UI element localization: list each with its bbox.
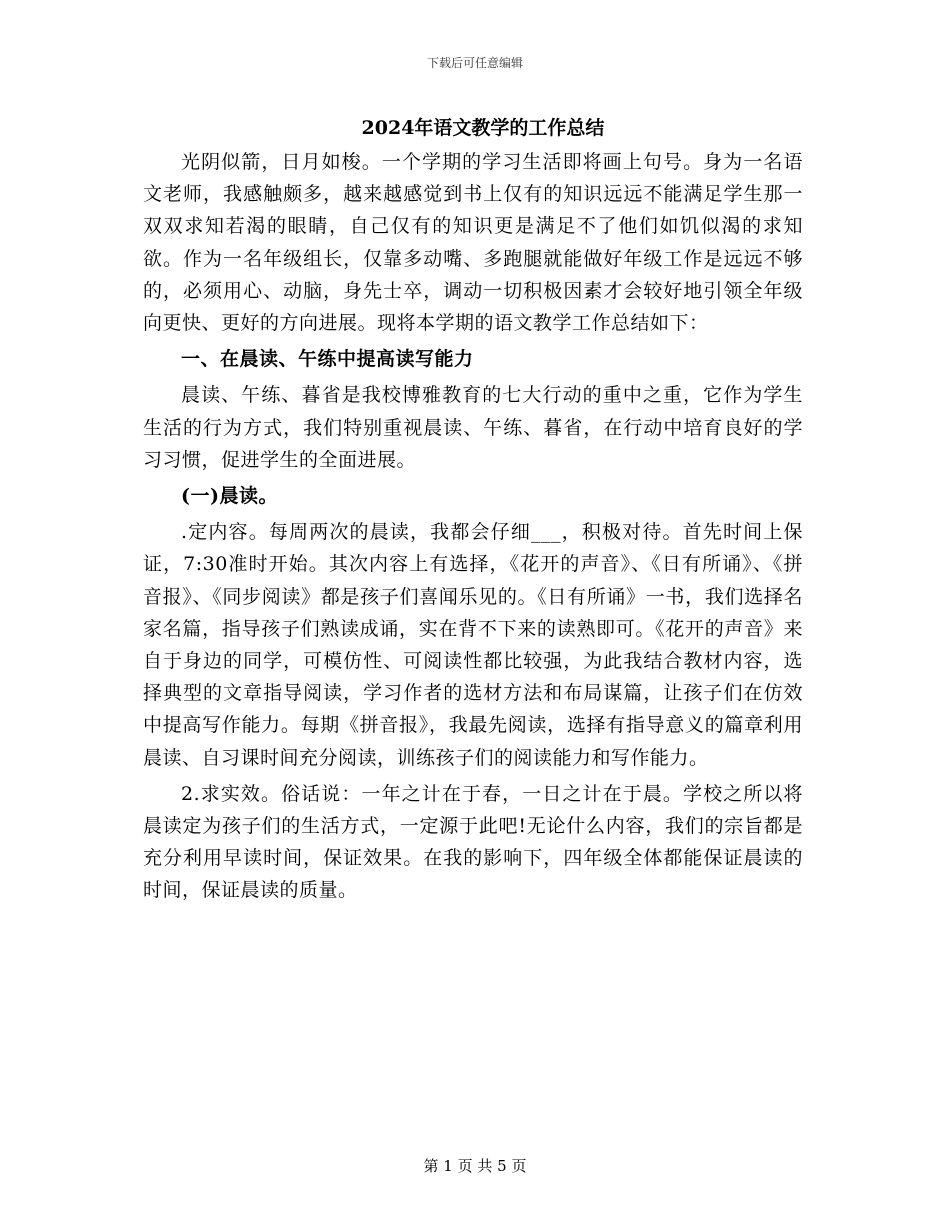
subsection-heading-1: (一)晨读。	[181, 485, 278, 508]
section-heading-1: 一、在晨读、午练中提高读写能力	[181, 348, 474, 371]
subsection-1-paragraph-2: 2.求实效。俗话说：一年之计在于春，一日之计在于晨。学校之所以将晨读定为孩子们的生活方式，一定源于此吧!无论什么内容，我们的宗旨都是充分利用早读时间，保证效果。在我的影响下，四年级全体都能保证晨读的时间，保证晨读的质量。	[143, 782, 803, 902]
section-1-paragraph: 晨读、午练、暮省是我校博雅教育的七大行动的重中之重，它作为学生生活的行为方式，我们特别重视晨读、午练、暮省，在行动中培育良好的学习习惯，促进学生的全面进展。	[143, 384, 803, 471]
header-note: 下载后可任意编辑	[426, 56, 523, 70]
subsection-1-paragraph-1: .定内容。每周两次的晨读，我都会仔细___，积极对待。首先时间上保证，7:30准时开始。其次内容上有选择，《花开的声音》、《日有所诵》、《拼音报》、《同步阅读》都是孩子们喜闻乐见的。《日有所诵》一书，我们选择名家名篇，指导孩子们熟读成诵，实在背不下来的读熟即可。《花开的声音》来自于身边的同学，可模仿性、可阅读性都比较强，为此我结合教材内容，选择典型的文章指导阅读，学习作者的选材方法和布局谋篇，让孩子们在仿效中提高写作能力。每期《拼音报》，我最先阅读，选择有指导意义的篇章利用晨读、自习课时间充分阅读，训练孩子们的阅读能力和写作能力。	[143, 521, 803, 769]
page-number: 第 1 页 共 5 页	[423, 1157, 527, 1175]
document-body	[143, 112, 803, 907]
document-title: 2024年语文教学的工作总结	[361, 117, 605, 139]
intro-paragraph: 光阴似箭，日月如梭。一个学期的学习生活即将画上句号。身为一名语文老师，我感触颇多，越来越感觉到书上仅有的知识远远不能满足学生那一双双求知若渴的眼睛，自己仅有的知识更是满足不了他们如饥似渴的求知欲。作为一名年级组长，仅靠多动嘴、多跑腿就能做好年级工作是远远不够的，必须用心、动脑，身先士卒，调动一切积极因素才会较好地引领全年级向更快、更好的方向进展。现将本学期的语文教学工作总结如下：	[143, 151, 803, 335]
